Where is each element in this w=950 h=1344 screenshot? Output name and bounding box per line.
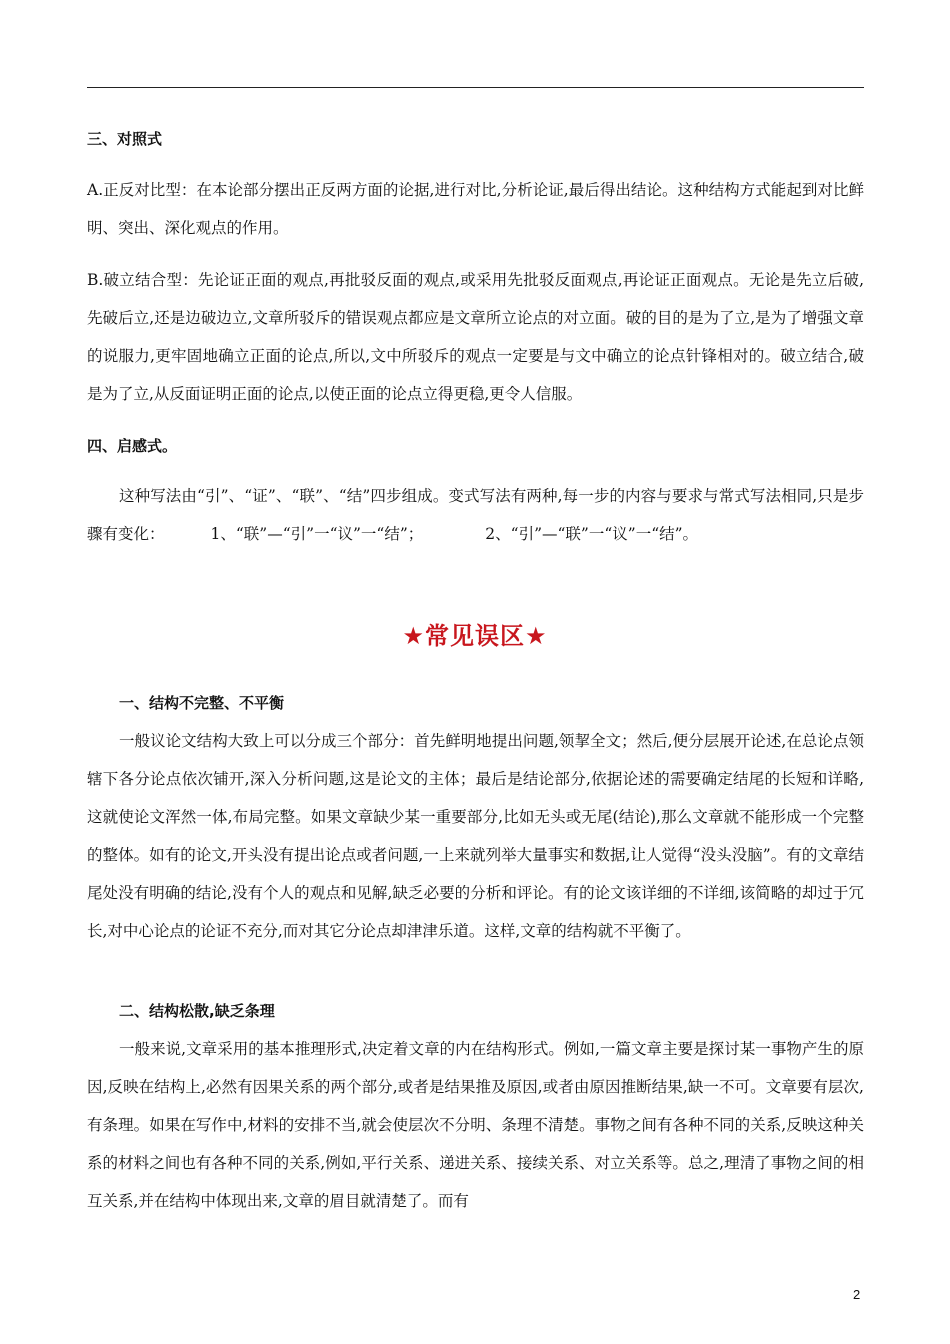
section-4-main-text: 这种写法由“引”、“证”、“联”、“结”四步组成。变式写法有两种,每一步的内容与要求与常式写法相同,只是步骤有变化： — [87, 487, 864, 543]
header-rule — [87, 87, 864, 88]
section-3-paragraph-b: B.破立结合型：先论证正面的观点,再批驳反面的观点,或采用先批驳反面观点,再论证正面观点。无论是先立后破,先破后立,还是边破边立,文章所驳斥的错误观点都应是文章所立论点的对立面。破的目的是为了立,是为了增强文章的说服力,更牢固地确立正面的论点,所以,文中所驳斥的观点一定要是与文中确立的论点针锋相对的。破立结合,破是为了立,从反面证明正面的论点,以使正面的论点立得更稳,更令人信服。 — [87, 271, 864, 403]
misconception-2-paragraph: 一般来说,文章采用的基本推理形式,决定着文章的内在结构形式。例如,一篇文章主要是探讨某一事物产生的原因,反映在结构上,必然有因果关系的两个部分,或者是结果推及原因,或者由原因推断结果,缺一不可。文章要有层次,有条理。如果在写作中,材料的安排不当,就会使层次不分明、条理不清楚。事物之间有各种不同的关系,反映这种关系的材料之间也有各种不同的关系,例如,平行关系、递进关系、接续关系、对立关系等。总之,理清了事物之间的相互关系,并在结构中体现出来,文章的眉目就清楚了。而有 — [87, 1040, 864, 1210]
misconception-1-paragraph: 一般议论文结构大致上可以分成三个部分：首先鲜明地提出问题,领挈全文；然后,便分层展开论述,在总论点领辖下各分论点依次铺开,深入分析问题,这是论文的主体；最后是结论部分,依据论述的需要确定结尾的长短和详略,这就使论文浑然一体,布局完整。如果文章缺少某一重要部分,比如无头或无尾(结论),那么文章就不能形成一个完整的整体。如有的论文,开头没有提出论点或者问题,一上来就列举大量事实和数据,让人觉得“没头没脑”。有的文章结尾处没有明确的结论,没有个人的观点和见解,缺乏必要的分析和评论。有的论文该详细的不详细,该简略的却过于冗长,对中心论点的论证不充分,而对其它分论点却津津乐道。这样,文章的结构就不平衡了。 — [87, 732, 864, 940]
misconception-1-heading: 一、结构不完整、不平衡 — [119, 694, 285, 712]
misconception-2-heading: 二、结构松散,缺乏条理 — [119, 1002, 275, 1020]
star-icon-left: ★ — [402, 622, 425, 650]
section-4-variant-1: 1、“联”—“引”一“议”一“结”； — [210, 525, 424, 543]
misconceptions-title — [0, 616, 950, 651]
section-4-variant-2: 2、“引”—“联”一“议”一“结”。 — [485, 525, 699, 543]
section-4-paragraph — [87, 477, 864, 553]
section-3-heading: 三、对照式 — [87, 130, 163, 148]
page-number: 2 — [853, 1287, 861, 1302]
section-4-heading: 四、启感式。 — [87, 437, 178, 455]
misconceptions-title-text: 常见误区 — [425, 622, 525, 650]
star-icon-right: ★ — [525, 622, 548, 650]
section-3-paragraph-a: A.正反对比型：在本论部分摆出正反两方面的论据,进行对比,分析论证,最后得出结论。这种结构方式能起到对比鲜明、突出、深化观点的作用。 — [87, 181, 864, 237]
